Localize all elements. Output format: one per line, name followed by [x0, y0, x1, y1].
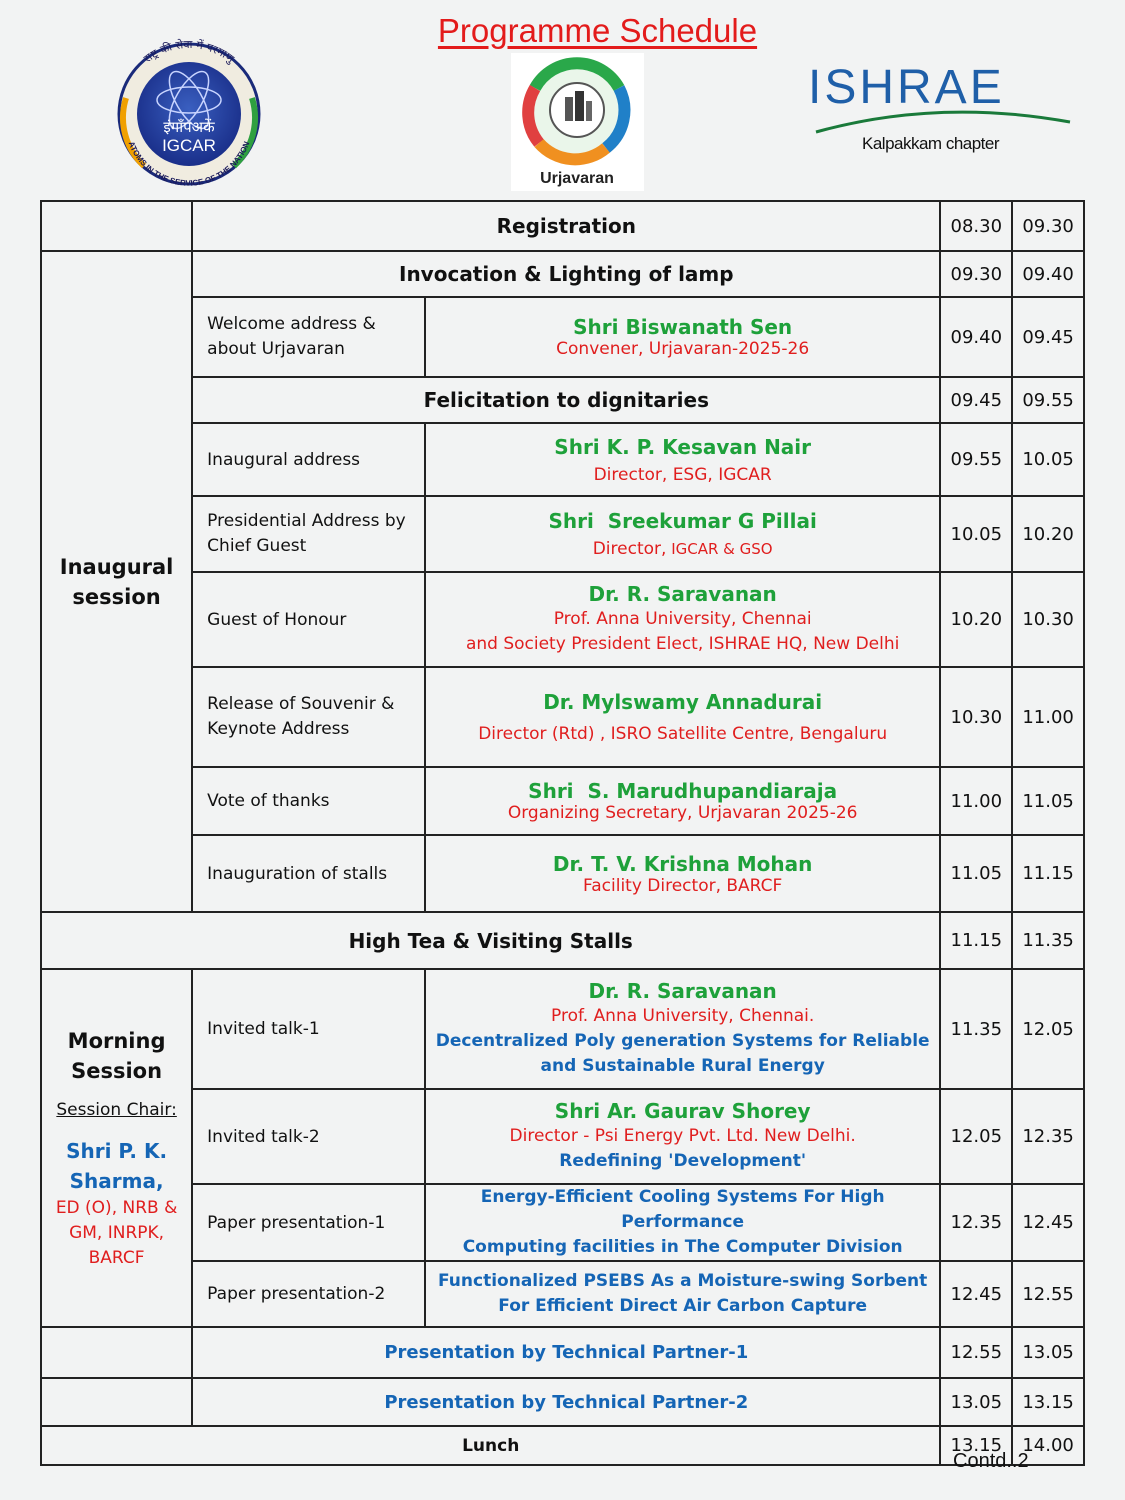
start-time: 09.30 — [940, 251, 1012, 297]
end-time: 11.05 — [1012, 767, 1084, 835]
table-row — [41, 1184, 1084, 1261]
igcar-top-text: राष्ट्र की सेवा में परमाणु — [141, 38, 237, 66]
end-time: 10.30 — [1012, 572, 1084, 667]
table-row — [41, 667, 1084, 767]
section-title: Session — [71, 1058, 163, 1083]
table-row — [41, 496, 1084, 572]
speaker-cell — [425, 767, 941, 835]
felicitation-label: Felicitation to dignitaries — [192, 377, 940, 423]
event-label: Presidential Address by — [207, 511, 406, 531]
speaker-cell — [425, 969, 941, 1089]
event-label: Inauguration of stalls — [192, 835, 425, 912]
start-time: 09.55 — [940, 423, 1012, 496]
ishrae-chapter: Kalpakkam chapter — [862, 134, 1000, 153]
table-row — [41, 969, 1084, 1089]
morning-section-cell — [41, 969, 192, 1327]
end-time: 11.15 — [1012, 835, 1084, 912]
end-time: 12.55 — [1012, 1261, 1084, 1327]
igcar-hindi: इंगाँपअकें — [163, 118, 215, 136]
table-row — [41, 251, 1084, 297]
event-cell — [192, 667, 425, 767]
speaker-designation: Prof. Anna University, Chennai. — [551, 1006, 815, 1026]
speaker-name: Shri S. Marudhupandiaraja — [528, 779, 838, 803]
table-row — [41, 1327, 1084, 1378]
start-time: 10.20 — [940, 572, 1012, 667]
paper-topic: Energy-Efficient Cooling Systems For High Performance — [480, 1187, 885, 1232]
start-time: 11.15 — [940, 912, 1012, 969]
invocation-label: Invocation & Lighting of lamp — [192, 251, 940, 297]
table-row — [41, 1378, 1084, 1426]
event-label: Chief Guest — [207, 536, 307, 556]
continued-note: Contd..2 — [953, 1450, 1029, 1472]
end-time: 12.05 — [1012, 969, 1084, 1089]
speaker-name: Dr. Mylswamy Annadurai — [543, 690, 823, 714]
end-time: 14.00 — [1012, 1426, 1084, 1465]
ishrae-logo-text: ISHRAE — [808, 61, 1005, 114]
urjavaran-logo — [511, 53, 644, 191]
end-time: 09.45 — [1012, 297, 1084, 377]
event-label: Welcome address & — [207, 314, 376, 334]
speaker-designation: Organizing Secretary, Urjavaran 2025-26 — [507, 803, 858, 823]
start-time: 12.55 — [940, 1327, 1012, 1378]
start-time: 10.30 — [940, 667, 1012, 767]
start-time: 12.45 — [940, 1261, 1012, 1327]
partner1-label: Presentation by Technical Partner-1 — [192, 1327, 940, 1378]
registration-label: Registration — [192, 201, 940, 251]
speaker-name: Shri Ar. Gaurav Shorey — [554, 1099, 811, 1123]
speaker-designation: Director (Rtd) , ISRO Satellite Centre, Bengaluru — [478, 724, 888, 744]
topic-cell — [425, 1261, 941, 1327]
event-label: Inaugural address — [192, 423, 425, 496]
paper-topic: Functionalized PSEBS As a Moisture-swing Sorbent — [438, 1271, 928, 1291]
event-label: Vote of thanks — [192, 767, 425, 835]
event-cell — [192, 297, 425, 377]
start-time: 13.05 — [940, 1378, 1012, 1426]
session-chair-designation: GM, INRPK, — [69, 1222, 165, 1243]
start-time: 09.45 — [940, 377, 1012, 423]
start-time: 08.30 — [940, 201, 1012, 251]
speaker-cell — [425, 572, 941, 667]
table-row — [41, 1426, 1084, 1465]
urjavaran-logo-text: Urjavaran — [540, 170, 614, 187]
speaker-designation: Prof. Anna University, Chennai — [553, 609, 812, 629]
event-label: Keynote Address — [207, 719, 350, 739]
designation-part: IGCAR & GSO — [666, 540, 773, 558]
end-time: 12.35 — [1012, 1089, 1084, 1184]
table-row — [41, 912, 1084, 969]
speaker-cell — [425, 667, 941, 767]
table-row — [41, 1089, 1084, 1184]
start-time: 11.05 — [940, 835, 1012, 912]
table-row — [41, 835, 1084, 912]
end-time: 13.15 — [1012, 1378, 1084, 1426]
talk-topic: and Sustainable Rural Energy — [540, 1056, 825, 1076]
empty-cell — [41, 1327, 192, 1378]
speaker-name: Shri K. P. Kesavan Nair — [554, 434, 812, 459]
inaugural-section-cell — [41, 251, 192, 912]
event-label: about Urjavaran — [207, 339, 345, 359]
table-row — [41, 377, 1084, 423]
paper-topic: Computing facilities in The Computer Division — [462, 1237, 903, 1257]
start-time: 13.15 — [940, 1426, 1012, 1465]
end-time: 09.55 — [1012, 377, 1084, 423]
table-row — [41, 767, 1084, 835]
speaker-designation: Director, ESG, IGCAR — [593, 464, 772, 485]
empty-cell — [41, 1378, 192, 1426]
talk-topic: Redefining 'Development' — [559, 1151, 807, 1171]
table-row — [41, 297, 1084, 377]
schedule-table — [40, 200, 1085, 1466]
speaker-designation: Director - Psi Energy Pvt. Ltd. New Delhi. — [509, 1126, 856, 1146]
speaker-name: Shri Biswanath Sen — [573, 315, 793, 339]
section-title: session — [72, 584, 161, 609]
page-title: Programme Schedule — [437, 12, 758, 49]
start-time: 10.05 — [940, 496, 1012, 572]
start-time: 12.05 — [940, 1089, 1012, 1184]
table-row — [41, 1261, 1084, 1327]
table-row — [41, 572, 1084, 667]
speaker-designation: Facility Director, BARCF — [583, 875, 783, 896]
igcar-bottom-text: ATOMS IN THE SERVICE OF THE NATION — [126, 140, 252, 188]
start-time: 11.35 — [940, 969, 1012, 1089]
end-time: 11.00 — [1012, 667, 1084, 767]
end-time: 11.35 — [1012, 912, 1084, 969]
speaker-designation: Convener, Urjavaran-2025-26 — [556, 339, 810, 359]
speaker-name: Dr. T. V. Krishna Mohan — [552, 851, 813, 876]
section-title: Morning — [67, 1028, 166, 1053]
igcar-logo — [104, 38, 274, 188]
speaker-cell — [425, 835, 941, 912]
paper-topic: For Efficient Direct Air Carbon Capture — [498, 1296, 868, 1316]
speaker-designation — [434, 539, 932, 559]
start-time: 12.35 — [940, 1184, 1012, 1261]
session-chair-label: Session Chair: — [56, 1099, 177, 1120]
speaker-name: Dr. R. Saravanan — [588, 582, 777, 606]
table-row — [41, 201, 1084, 251]
topic-cell — [425, 1184, 941, 1261]
end-time: 09.30 — [1012, 201, 1084, 251]
partner2-label: Presentation by Technical Partner-2 — [192, 1378, 940, 1426]
session-chair-name: Sharma, — [69, 1168, 164, 1193]
event-label: Invited talk-1 — [192, 969, 425, 1089]
event-cell — [192, 496, 425, 572]
speaker-cell — [425, 1089, 941, 1184]
igcar-name: IGCAR — [162, 136, 216, 155]
end-time: 09.40 — [1012, 251, 1084, 297]
high-tea-label: High Tea & Visiting Stalls — [41, 912, 940, 969]
start-time: 11.00 — [940, 767, 1012, 835]
empty-cell — [41, 201, 192, 251]
speaker-name: Shri Sreekumar G Pillai — [548, 509, 817, 533]
designation-part: Director, — [592, 539, 667, 559]
speaker-cell — [425, 496, 941, 572]
session-chair-designation: ED (O), NRB & — [55, 1197, 178, 1218]
event-label: Paper presentation-1 — [192, 1184, 425, 1261]
event-label: Paper presentation-2 — [192, 1261, 425, 1327]
speaker-cell — [425, 297, 941, 377]
start-time: 09.40 — [940, 297, 1012, 377]
section-title: Inaugural — [59, 554, 174, 579]
end-time: 12.45 — [1012, 1184, 1084, 1261]
session-chair-designation: BARCF — [88, 1247, 145, 1268]
speaker-cell — [425, 423, 941, 496]
event-label: Release of Souvenir & — [207, 694, 395, 714]
end-time: 10.05 — [1012, 423, 1084, 496]
event-label: Guest of Honour — [192, 572, 425, 667]
talk-topic: Decentralized Poly generation Systems for Reliable — [435, 1031, 930, 1051]
end-time: 10.20 — [1012, 496, 1084, 572]
session-chair-name: Shri P. K. — [66, 1138, 168, 1163]
lunch-label: Lunch — [41, 1426, 940, 1465]
end-time: 13.05 — [1012, 1327, 1084, 1378]
speaker-name: Dr. R. Saravanan — [588, 979, 777, 1003]
table-row — [41, 423, 1084, 496]
speaker-designation: and Society President Elect, ISHRAE HQ, New Delhi — [465, 634, 900, 654]
event-label: Invited talk-2 — [192, 1089, 425, 1184]
